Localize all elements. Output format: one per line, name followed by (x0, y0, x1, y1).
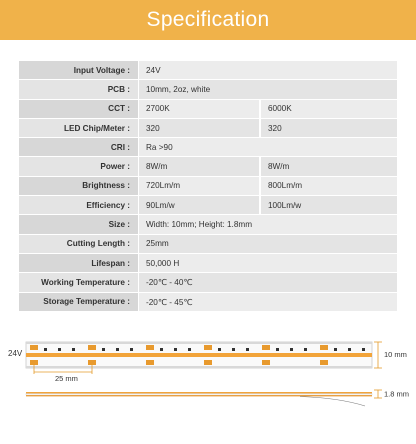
resistor (130, 348, 133, 351)
spec-row (19, 273, 397, 292)
resistor (160, 348, 163, 351)
resistor (58, 348, 61, 351)
solder-pad (204, 360, 212, 365)
strip-diagram (0, 324, 416, 439)
spec-value: 25mm (146, 239, 169, 249)
profile-bottom (26, 395, 372, 396)
resistor (44, 348, 47, 351)
spec-label: Cutting Length : (19, 235, 138, 254)
spec-value: 90Lm/w (146, 200, 175, 210)
spec-value-2: 8W/m (259, 157, 397, 175)
resistor (174, 348, 177, 351)
spec-value: Width: 10mm; Height: 1.8mm (146, 220, 253, 230)
solder-pad (88, 345, 96, 350)
profile-top (26, 392, 372, 394)
spec-value-2: 320 (259, 119, 397, 137)
solder-pad (320, 360, 328, 365)
resistor (304, 348, 307, 351)
spec-label: CCT : (19, 100, 138, 119)
voltage-label: 24V (8, 349, 23, 358)
resistor (102, 348, 105, 351)
solder-pad (262, 345, 270, 350)
page-title: Specification (146, 8, 270, 31)
height-label: 1.8 mm (384, 389, 410, 399)
spec-row (19, 119, 397, 138)
spec-row (19, 61, 397, 80)
spec-value: 24V (146, 65, 161, 75)
cut-label: 25 mm (55, 374, 78, 383)
resistor (232, 348, 235, 351)
spec-label: Lifespan : (19, 254, 138, 273)
spec-value: -20℃ - 40℃ (146, 278, 193, 288)
spec-row (19, 80, 397, 99)
strip-top-rail (26, 342, 372, 344)
spec-value-2: 100Lm/w (259, 196, 397, 214)
spec-label: Efficiency : (19, 196, 138, 215)
resistor (290, 348, 293, 351)
spec-row (19, 254, 397, 273)
strip-chip-line (26, 353, 372, 357)
resistor (188, 348, 191, 351)
spec-row (19, 138, 397, 157)
resistor (334, 348, 337, 351)
spec-value: -20℃ - 45℃ (146, 297, 193, 307)
spec-row (19, 177, 397, 196)
solder-pad (204, 345, 212, 350)
resistor (348, 348, 351, 351)
spec-table (19, 61, 397, 312)
strip-bottom-rail (26, 366, 372, 368)
resistor (362, 348, 365, 351)
solder-pad (262, 360, 270, 365)
spec-label: PCB : (19, 80, 138, 99)
width-label: 10 mm (384, 350, 407, 359)
resistor (276, 348, 279, 351)
spec-label: Power : (19, 157, 138, 176)
spec-label: Size : (19, 215, 138, 234)
spec-row (19, 157, 397, 176)
spec-label: Working Temperature : (19, 273, 138, 292)
profile-backing-tail (300, 397, 365, 407)
profile-mid (26, 394, 372, 395)
resistor (116, 348, 119, 351)
spec-value-2: 6000K (259, 100, 397, 118)
spec-value-2: 800Lm/m (259, 177, 397, 195)
solder-pad (30, 345, 38, 350)
spec-row (19, 100, 397, 119)
spec-label: CRI : (19, 138, 138, 157)
resistor (246, 348, 249, 351)
spec-value: 2700K (146, 104, 170, 114)
spec-label: Input Voltage : (19, 61, 138, 80)
spec-value: 8W/m (146, 162, 168, 172)
spec-row (19, 235, 397, 254)
spec-label: LED Chip/Meter : (19, 119, 138, 138)
solder-pad (146, 360, 154, 365)
spec-value: 320 (146, 123, 160, 133)
spec-row (19, 293, 397, 312)
resistor (218, 348, 221, 351)
led-strip-drawing (0, 324, 416, 439)
title-banner (0, 0, 416, 40)
spec-row (19, 215, 397, 234)
solder-pad (320, 345, 328, 350)
spec-row (19, 196, 397, 215)
spec-label: Brightness : (19, 177, 138, 196)
spec-value: 50,000 H (146, 258, 180, 268)
spec-value: 720Lm/m (146, 181, 181, 191)
spec-label: Storage Temperature : (19, 293, 138, 312)
spec-value: Ra >90 (146, 142, 173, 152)
spec-value: 10mm, 2oz, white (146, 84, 211, 94)
resistor (72, 348, 75, 351)
solder-pad (146, 345, 154, 350)
